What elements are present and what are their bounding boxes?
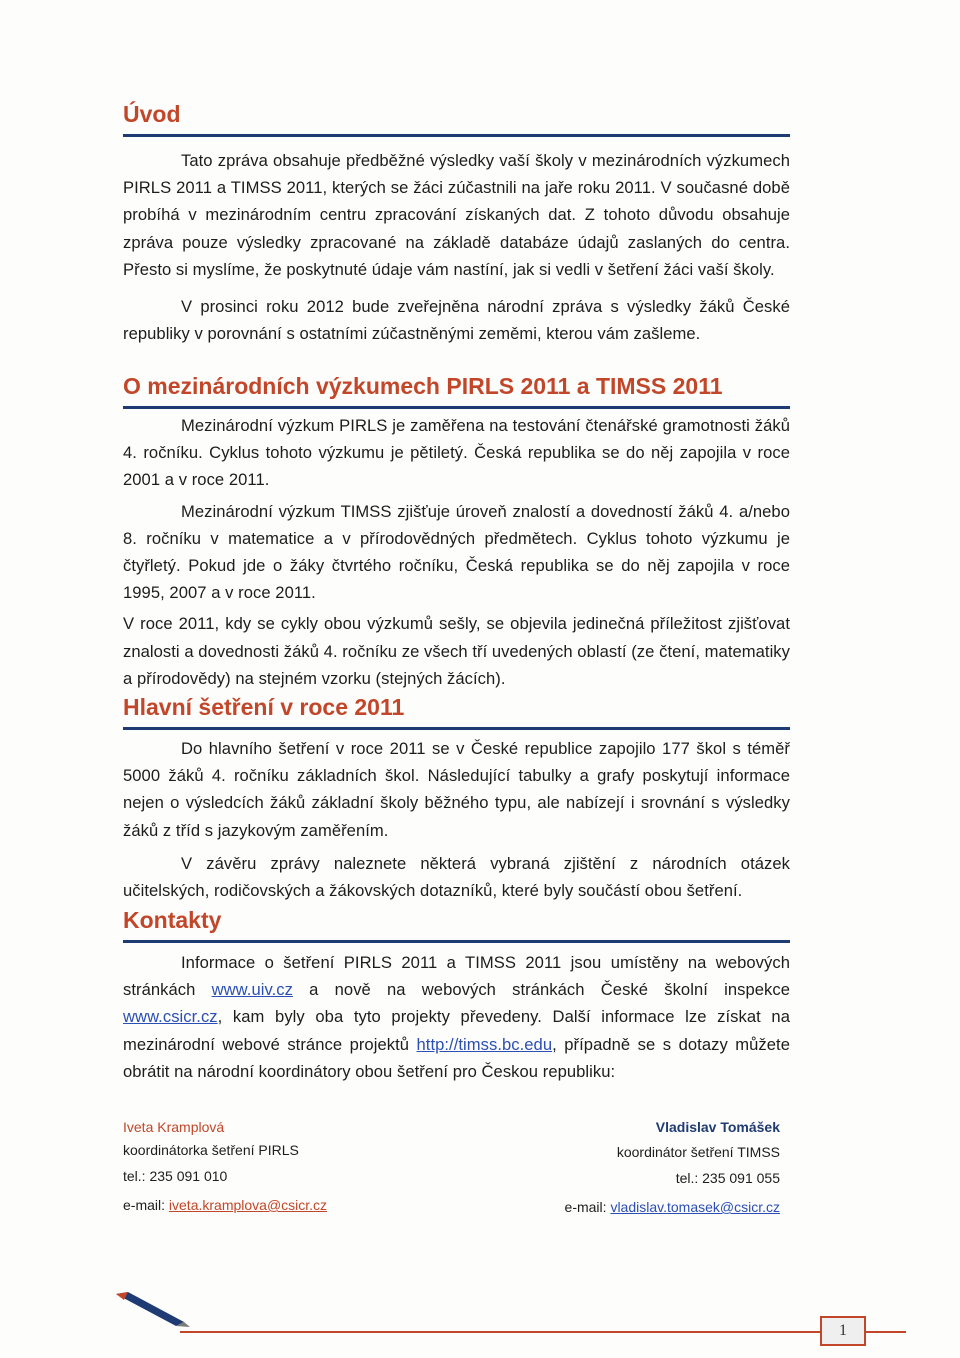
left-contact-email-line (123, 1194, 327, 1217)
csicr-link[interactable]: www.csicr.cz (123, 1007, 218, 1027)
right-contact-role: koordinátor šetření TIMSS (616, 1144, 780, 1160)
section-rule (123, 940, 790, 943)
timss-link[interactable]: http://timss.bc.edu (416, 1034, 553, 1054)
main-survey-heading: Hlavní šetření v roce 2011 (123, 694, 405, 720)
contact-left (123, 1116, 327, 1217)
left-contact-role: koordinátorka šetření PIRLS (123, 1142, 299, 1158)
contacts-text-a: Informace o šetření PIRLS 2011 a TIMSS 2011 jsou umístěny na webových stránkách (123, 953, 790, 1000)
surveys-paragraph-2: Mezinárodní výzkum TIMSS zjišťuje úroveň znalostí a dovedností žáků 4. a/nebo 8. ročníku v matematice a v přírodovědných předmětech. Cyklus tohoto výzkumu je čtyřletý. Pokud jde o žáky čtvrtého ročníku, Česká republika se do něj zapojila v roce 1995, 2007 a v roce 2011. (123, 501, 790, 603)
left-contact-name: Iveta Kramplová (123, 1119, 225, 1135)
page-number: 1 (820, 1316, 866, 1346)
surveys-section (123, 372, 790, 692)
contacts-heading: Kontakty (123, 907, 222, 933)
surveys-heading: O mezinárodních výzkumech PIRLS 2011 a TIMSS 2011 (123, 373, 723, 399)
contacts-section (123, 906, 790, 1085)
main-survey-paragraph-2: V závěru zprávy naleznete některá vybraná zjištění z národních otázek učitelských, rodičovských a žákovských dotazníků, které byly součástí obou šetření. (123, 853, 790, 901)
email-label: e-mail: (123, 1197, 166, 1213)
surveys-paragraph-3: V roce 2011, kdy se cykly obou výzkumů sešly, se objevila jedinečná příležitost zjišťovat znalosti a dovednosti žáků 4. ročníku ze všech tří uvedených oblastí (ze čtení, matematiky a přírodovědy) na stejném vzorku (stejných žácích). (123, 614, 790, 688)
email-label: e-mail: (564, 1199, 607, 1215)
right-contact-email-line (520, 1196, 780, 1219)
intro-section (123, 100, 790, 347)
contacts-text-c: , kam byly oba tyto projekty převedeny. Další informace lze získat na mezinárodní webové stránce projektů (123, 1007, 790, 1054)
section-rule (123, 727, 790, 730)
main-survey-section (123, 693, 790, 904)
intro-paragraph-1: Tato zpráva obsahuje předběžné výsledky vaší školy v mezinárodních výzkumech PIRLS 2011 a TIMSS 2011, kterých se žáci zúčastnili na jaře roku 2011. V současné době probíhá v mezinárodním centru zpracování získaných dat. Z tohoto důvodu obsahuje zpráva pouze výsledky zpracované na základě databáze údajů zaslaných do centra. Přesto si myslíme, že poskytnuté údaje vám nastíní, jak si vedli v šetření žáci vaší školy. (123, 151, 790, 279)
contact-right (520, 1116, 780, 1219)
right-contact-tel: tel.: 235 091 055 (675, 1170, 780, 1186)
pencil-icon (112, 1288, 192, 1328)
contacts-paragraph (123, 949, 790, 1085)
section-rule (123, 134, 790, 137)
contacts-text-d: , případně se s dotazy můžete obrátit na národní koordinátory obou šetření pro Českou republiku: (123, 1034, 790, 1081)
uiv-link[interactable]: www.uiv.cz (211, 980, 293, 1000)
main-survey-paragraph-1: Do hlavního šetření v roce 2011 se v České republice zapojilo 177 škol s téměř 5000 žáků 4. ročníku základních škol. Následující tabulky a grafy poskytují informace nejen o výsledcích žáků základní školy běžného typu, ale nabízejí i srovnání s výsledky žáků z tříd s jazykovým zaměřením. (123, 739, 790, 840)
left-contact-email[interactable]: iveta.kramplova@csicr.cz (168, 1197, 328, 1213)
section-rule (123, 406, 790, 409)
intro-paragraph-2: V prosinci roku 2012 bude zveřejněna národní zpráva s výsledky žáků České republiky v porovnání s ostatními zúčastněnými zeměmi, kterou vám zašleme. (123, 297, 790, 344)
left-contact-tel: tel.: 235 091 010 (123, 1168, 228, 1184)
footer-line (180, 1331, 820, 1333)
surveys-paragraph-1: Mezinárodní výzkum PIRLS je zaměřena na testování čtenářské gramotnosti žáků 4. ročníku. Cyklus tohoto výzkumu je pětiletý. Česká republika se do něj zapojila v roce 2001 a v roce 2011. (123, 416, 790, 490)
footer-line-tail (866, 1331, 906, 1333)
intro-heading: Úvod (123, 101, 181, 127)
right-contact-name: Vladislav Tomášek (655, 1119, 780, 1135)
contacts-text-b: a nově na webových stránkách České školní inspekce (309, 980, 790, 1000)
right-contact-email[interactable]: vladislav.tomasek@csicr.cz (610, 1199, 780, 1215)
